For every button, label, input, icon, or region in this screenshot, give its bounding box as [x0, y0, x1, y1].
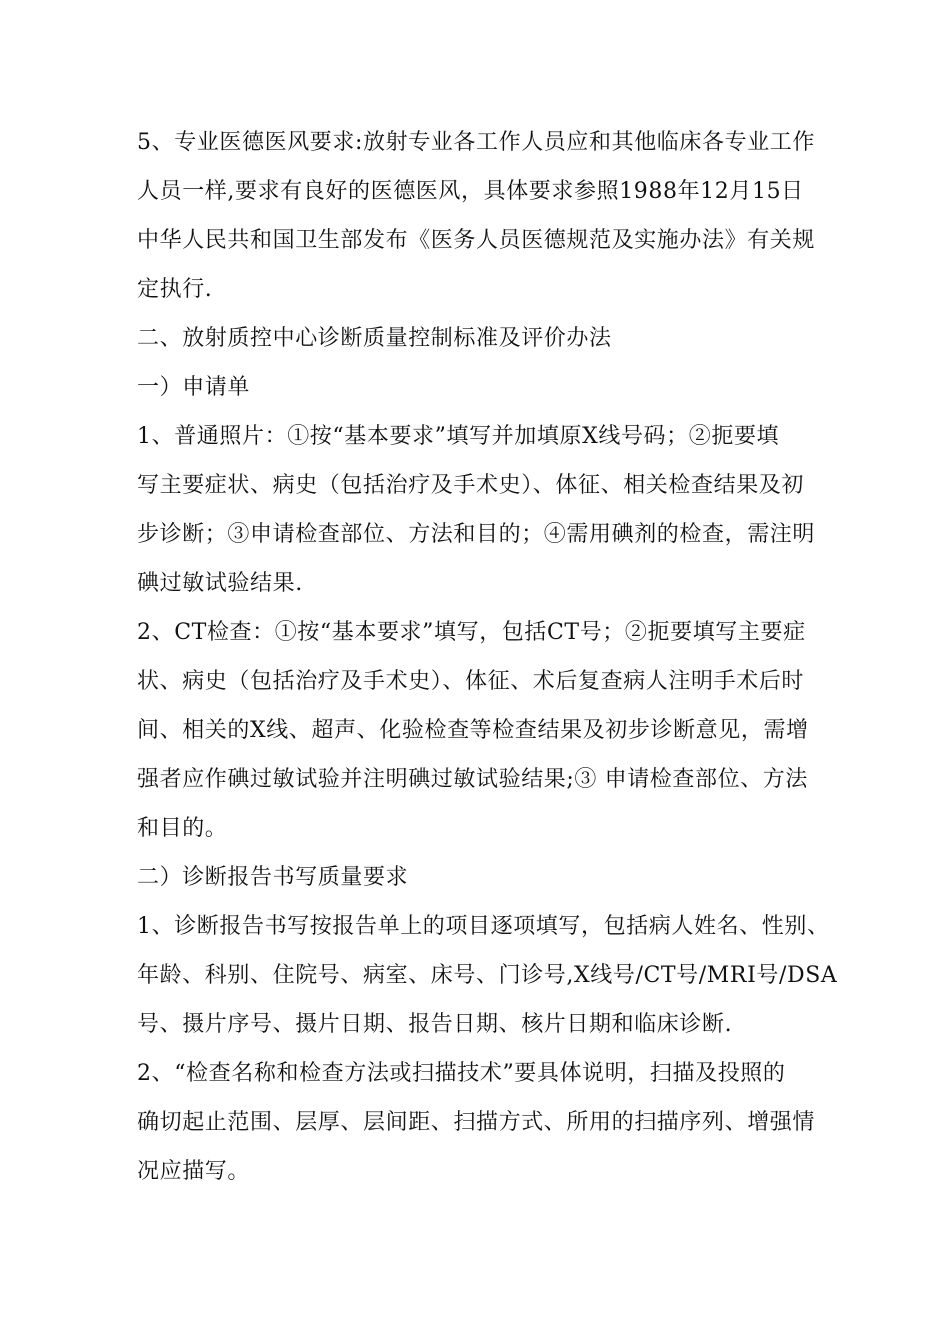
text-line: 年龄、科别、住院号、病室、床号、门诊号,X线号/CT号/MRI号/DSA	[137, 963, 838, 988]
text-line: 2、“检查名称和检查方法或扫描技术”要具体说明，扫描及投照的	[137, 1061, 786, 1086]
subsection-heading: 二）诊断报告书写质量要求	[137, 865, 409, 890]
text-line: 5、专业医德医风要求:放射专业各工作人员应和其他临床各专业工作	[137, 130, 816, 155]
text-line: 2、CT检查：①按“基本要求”填写，包括CT号；②扼要填写主要症	[137, 620, 806, 645]
text-line: 号、摄片序号、摄片日期、报告日期、核片日期和临床诊断.	[137, 1012, 733, 1037]
text-line: 1、诊断报告书写按报告单上的项目逐项填写，包括病人姓名、性别、	[137, 914, 830, 939]
text-line: 间、相关的X线、超声、化验检查等检查结果及初步诊断意见，需增	[137, 718, 809, 743]
text-line: 碘过敏试验结果.	[137, 571, 303, 596]
text-line: 人员一样,要求有良好的医德医风，具体要求参照1988年12月15日	[137, 179, 804, 204]
text-line: 写主要症状、病史（包括治疗及手术史）、体征、相关检查结果及初	[137, 473, 805, 498]
text-line: 中华人民共和国卫生部发布《医务人员医德规范及实施办法》有关规	[137, 228, 816, 253]
text-line: 定执行.	[137, 277, 213, 302]
text-line: 状、病史（包括治疗及手术史）、体征、术后复查病人注明手术后时	[137, 669, 805, 694]
text-line: 和目的。	[137, 816, 228, 841]
text-line: 确切起止范围、层厚、层间距、扫描方式、所用的扫描序列、增强情	[137, 1110, 816, 1135]
subsection-heading: 一）申请单	[137, 375, 251, 400]
document-body	[137, 118, 838, 1196]
text-line: 步诊断；③申请检查部位、方法和目的；④需用碘剂的检查，需注明	[137, 522, 816, 547]
text-line: 强者应作碘过敏试验并注明碘过敏试验结果;③ 申请检查部位、方法	[137, 767, 809, 792]
text-line: 1、普通照片：①按“基本要求”填写并加填原X线号码；②扼要填	[137, 424, 780, 449]
text-line: 况应描写。	[137, 1159, 251, 1184]
section-heading: 二、放射质控中心诊断质量控制标准及评价办法	[137, 326, 612, 351]
